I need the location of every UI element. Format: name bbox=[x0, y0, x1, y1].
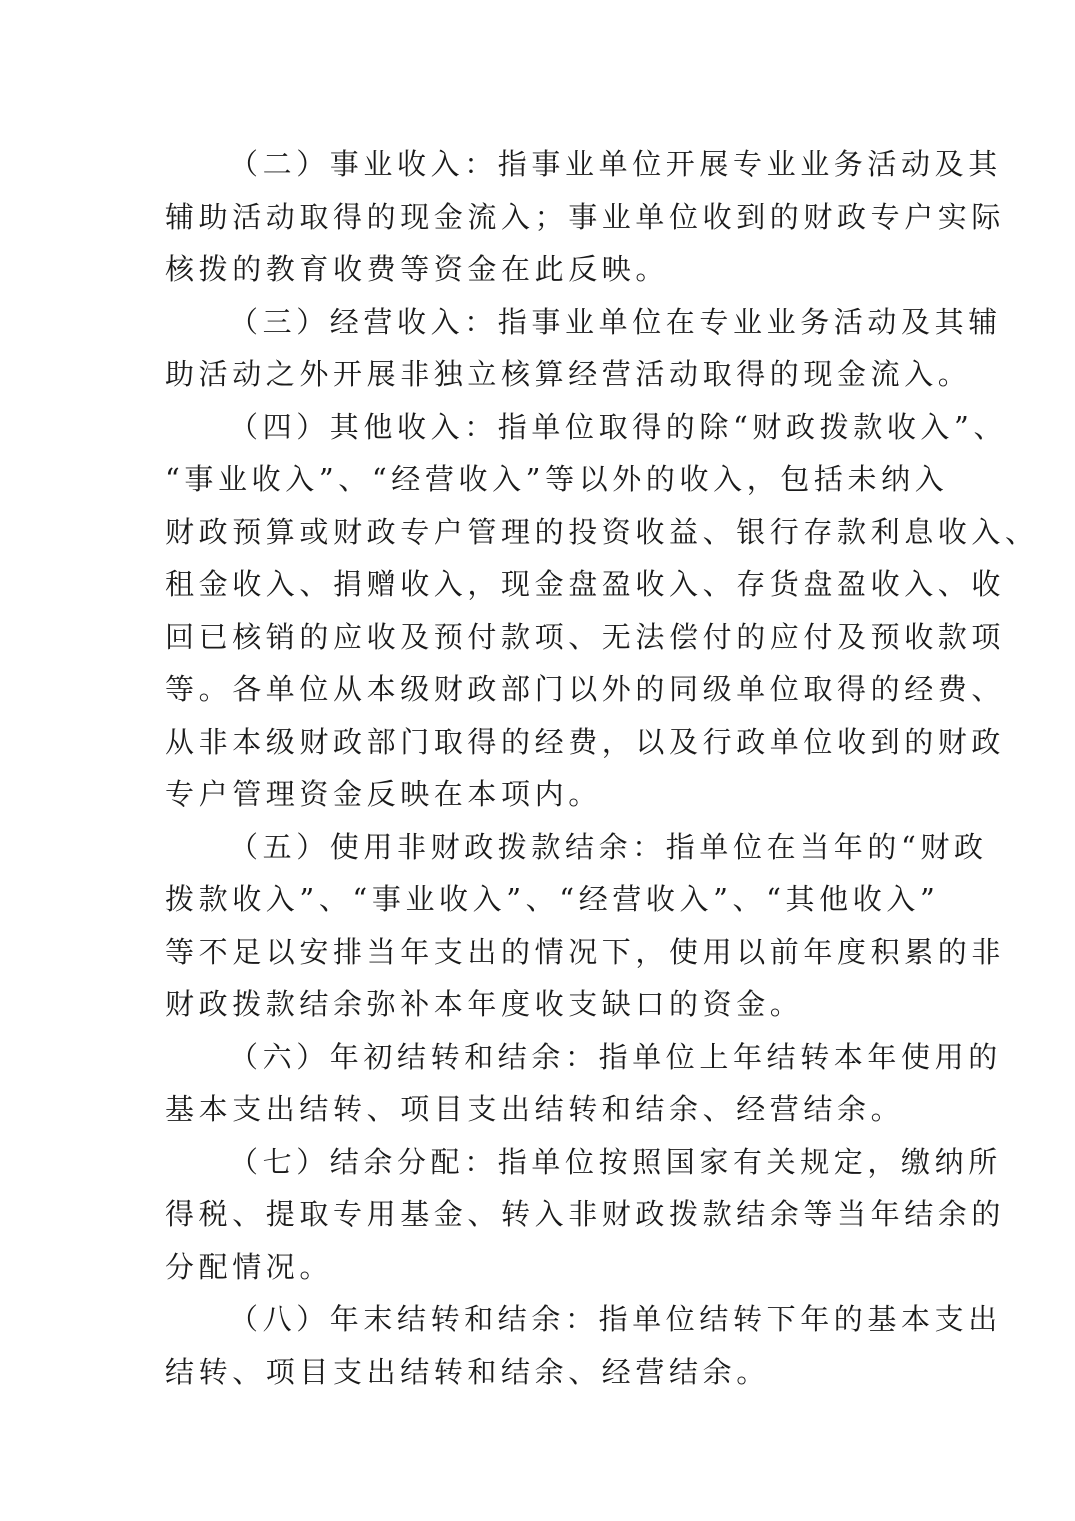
text-line: 等不足以安排当年支出的情况下，使用以前年度积累的非 bbox=[165, 934, 1006, 969]
text-line: （八）年末结转和结余：指单位结转下年的基本支出 bbox=[229, 1302, 1002, 1336]
text-line: 从非本级财政部门取得的经费，以及行政单位收到的财政 bbox=[165, 724, 1006, 759]
text-line: 得税、提取专用基金、转入非财政拨款结余等当年结余的 bbox=[165, 1197, 1006, 1231]
text-line: 助活动之外开展非独立核算经营活动取得的现金流入。 bbox=[165, 357, 972, 391]
text-line: 回已核销的应收及预付款项、无法偿付的应付及预收款项 bbox=[165, 619, 1006, 654]
text-line: 基本支出结转、项目支出结转和结余、经营结余。 bbox=[165, 1092, 905, 1126]
text-line: 专户管理资金反映在本项内。 bbox=[165, 777, 602, 811]
text-line: 结转、项目支出结转和结余、经营结余。 bbox=[165, 1354, 770, 1389]
document-body bbox=[165, 138, 1039, 1398]
paragraph-non-fiscal-balance-use bbox=[165, 821, 1006, 1031]
text-line: 财政预算或财政专户管理的投资收益、银行存款利息收入、 bbox=[165, 514, 1039, 549]
text-line: 租金收入、捐赠收入，现金盘盈收入、存货盘盈收入、收 bbox=[165, 567, 1006, 601]
text-line: 分配情况。 bbox=[165, 1249, 334, 1284]
text-line: （三）经营收入：指事业单位在专业业务活动及其辅 bbox=[229, 304, 1002, 339]
text-line: 拨款收入”、“事业收入”、“经营收入”、“其他收入” bbox=[165, 882, 940, 916]
paragraph-surplus-distribution bbox=[165, 1136, 1006, 1294]
paragraph-business-income bbox=[165, 138, 1006, 296]
text-line: （二）事业收入：指事业单位开展专业业务活动及其 bbox=[229, 147, 1002, 181]
text-line: 辅助活动取得的现金流入；事业单位收到的财政专户实际 bbox=[165, 199, 1006, 234]
paragraph-opening-balance bbox=[165, 1031, 1002, 1136]
text-line: （五）使用非财政拨款结余：指单位在当年的“财政 bbox=[229, 829, 988, 864]
text-line: （六）年初结转和结余：指单位上年结转本年使用的 bbox=[229, 1039, 1002, 1074]
paragraph-operating-income bbox=[165, 296, 1002, 401]
text-line: （七）结余分配：指单位按照国家有关规定，缴纳所 bbox=[229, 1144, 1002, 1179]
text-line: （四）其他收入：指单位取得的除“财政拨款收入”、 bbox=[229, 409, 1008, 444]
paragraph-other-income bbox=[165, 401, 1039, 821]
paragraph-closing-balance bbox=[165, 1293, 1002, 1398]
text-line: “事业收入”、“经营收入”等以外的收入，包括未纳入 bbox=[165, 462, 949, 496]
text-line: 等。各单位从本级财政部门以外的同级单位取得的经费、 bbox=[165, 672, 1006, 706]
text-line: 核拨的教育收费等资金在此反映。 bbox=[165, 252, 670, 286]
text-line: 财政拨款结余弥补本年度收支缺口的资金。 bbox=[165, 987, 804, 1021]
